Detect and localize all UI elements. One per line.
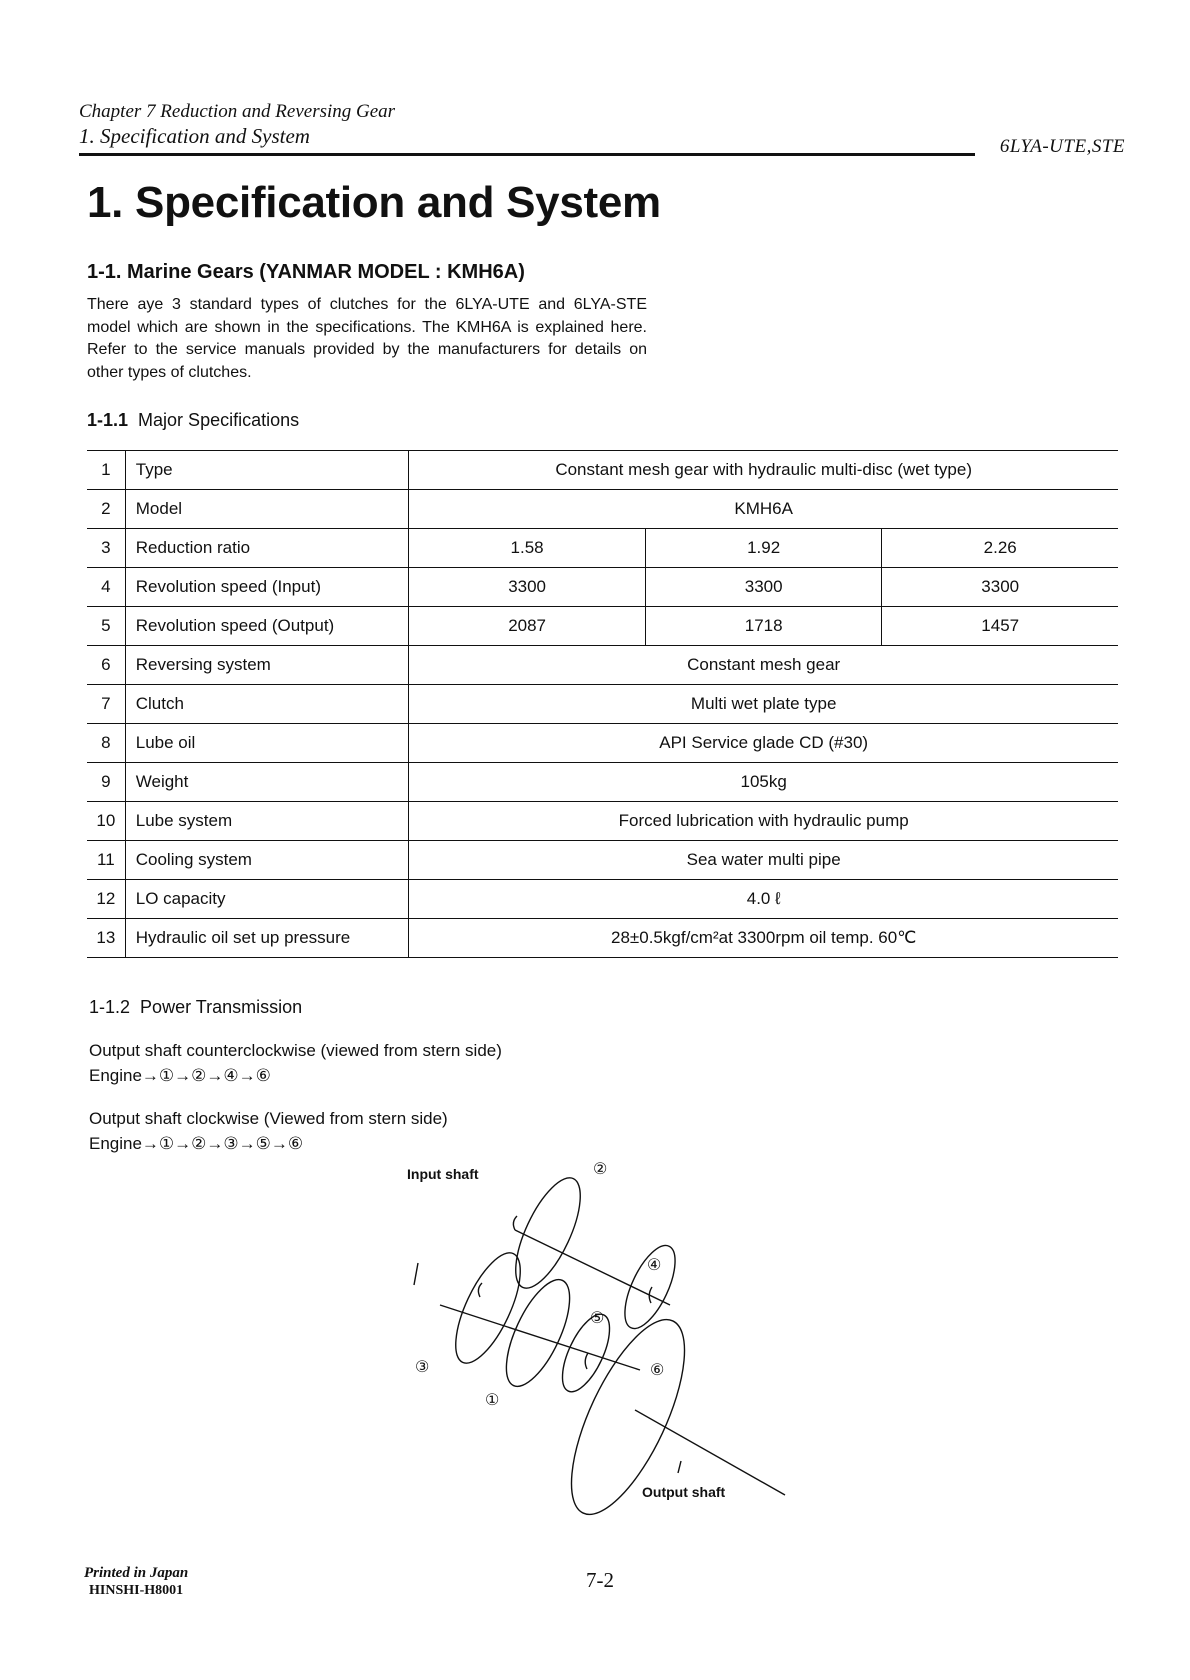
spec-row-number: 3 bbox=[87, 529, 125, 568]
page-title: 1. Specification and System bbox=[87, 178, 661, 227]
spec-row-value: Constant mesh gear with hydraulic multi-disc (wet type) bbox=[409, 451, 1118, 490]
spec-row bbox=[87, 724, 1118, 763]
spec-row-value: 1.92 bbox=[645, 529, 882, 568]
spec-row-number: 7 bbox=[87, 685, 125, 724]
header-rule bbox=[79, 153, 975, 156]
spec-row-value: 3300 bbox=[882, 568, 1118, 607]
spec-row-value: 2087 bbox=[409, 607, 646, 646]
spec-row-value: 3300 bbox=[645, 568, 882, 607]
input-pointer-icon bbox=[414, 1263, 418, 1285]
spec-row-item: Lube system bbox=[125, 802, 409, 841]
spec-row-value: 105kg bbox=[409, 763, 1118, 802]
output-shaft-line bbox=[635, 1410, 785, 1495]
spec-row-value: Forced lubrication with hydraulic pump bbox=[409, 802, 1118, 841]
power-transmission-heading bbox=[89, 997, 302, 1018]
spec-row-value: 1457 bbox=[882, 607, 1118, 646]
spec-row-item: Reduction ratio bbox=[125, 529, 409, 568]
gear-5-label: ⑤ bbox=[590, 1310, 605, 1327]
spec-row-value: KMH6A bbox=[409, 490, 1118, 529]
spec-row-value: API Service glade CD (#30) bbox=[409, 724, 1118, 763]
spec-row-value: Constant mesh gear bbox=[409, 646, 1118, 685]
spec-row-value: 1.58 bbox=[409, 529, 646, 568]
spec-row-item: Type bbox=[125, 451, 409, 490]
spec-row bbox=[87, 451, 1118, 490]
intro-paragraph: There aye 3 standard types of clutches for the 6LYA-UTE and 6LYA-STE model which are shown in the specifications. The KMH6A is explained here. Refer to the service manuals provided by the manufacturers for details on other types of clutches. bbox=[87, 296, 647, 381]
spec-row-number: 8 bbox=[87, 724, 125, 763]
spec-row-number: 9 bbox=[87, 763, 125, 802]
major-specs-heading bbox=[87, 410, 299, 431]
cw-transmission bbox=[89, 1106, 448, 1156]
gear-train-diagram bbox=[407, 1161, 820, 1515]
page-number: 7-2 bbox=[586, 1568, 614, 1592]
spec-row-value: 28±0.5kgf/cm²at 3300rpm oil temp. 60℃ bbox=[409, 919, 1118, 958]
gear-3-label: ③ bbox=[415, 1359, 430, 1376]
spec-row bbox=[87, 490, 1118, 529]
gear-6-label: ⑥ bbox=[650, 1362, 665, 1379]
spec-row bbox=[87, 802, 1118, 841]
power-transmission-title: Power Transmission bbox=[140, 997, 303, 1017]
spec-row-value: 1718 bbox=[645, 607, 882, 646]
gear-1 bbox=[494, 1271, 583, 1395]
spec-row bbox=[87, 919, 1118, 958]
spec-row-number: 2 bbox=[87, 490, 125, 529]
spec-row-item: LO capacity bbox=[125, 880, 409, 919]
spec-row bbox=[87, 685, 1118, 724]
cw-label: Output shaft clockwise (Viewed from stern side) bbox=[89, 1109, 448, 1128]
spec-row-value: 3300 bbox=[409, 568, 646, 607]
spec-row-value: 2.26 bbox=[882, 529, 1118, 568]
spec-table bbox=[87, 450, 1118, 958]
spec-row bbox=[87, 841, 1118, 880]
section-heading: 1. Specification and System bbox=[79, 124, 310, 148]
printed-in-label: Printed in Japan bbox=[84, 1565, 189, 1581]
spec-row bbox=[87, 763, 1118, 802]
output-shaft-label: Output shaft bbox=[642, 1484, 726, 1500]
spec-row-number: 1 bbox=[87, 451, 125, 490]
gear-3 bbox=[443, 1244, 534, 1371]
spec-row-number: 10 bbox=[87, 802, 125, 841]
engine-model-label: 6LYA-UTE,STE bbox=[999, 136, 1125, 157]
marine-gears-heading: 1-1. Marine Gears (YANMAR MODEL : KMH6A) bbox=[87, 261, 525, 283]
spec-row-value: Sea water multi pipe bbox=[409, 841, 1118, 880]
spec-row bbox=[87, 529, 1118, 568]
spec-row-item: Cooling system bbox=[125, 841, 409, 880]
ccw-transmission bbox=[89, 1038, 502, 1088]
spec-row-item: Weight bbox=[125, 763, 409, 802]
gear-1-label: ① bbox=[485, 1392, 500, 1409]
document-code: HINSHI-H8001 bbox=[89, 1583, 184, 1598]
spec-row-item: Clutch bbox=[125, 685, 409, 724]
spec-row-number: 6 bbox=[87, 646, 125, 685]
spec-row-item: Model bbox=[125, 490, 409, 529]
spec-row-item: Revolution speed (Input) bbox=[125, 568, 409, 607]
spec-row-number: 12 bbox=[87, 880, 125, 919]
spec-row-value: 4.0 ℓ bbox=[409, 880, 1118, 919]
spec-row bbox=[87, 646, 1118, 685]
chapter-heading: Chapter 7 Reduction and Reversing Gear bbox=[79, 101, 396, 122]
rotation-mark-icon bbox=[513, 1216, 517, 1230]
spec-row-number: 4 bbox=[87, 568, 125, 607]
spec-row-item: Hydraulic oil set up pressure bbox=[125, 919, 409, 958]
major-specs-number: 1-1.1 bbox=[87, 410, 129, 430]
spec-row bbox=[87, 568, 1118, 607]
spec-row-item: Lube oil bbox=[125, 724, 409, 763]
spec-row-item: Reversing system bbox=[125, 646, 409, 685]
gear-4 bbox=[615, 1239, 686, 1336]
spec-row bbox=[87, 607, 1118, 646]
input-shaft-line bbox=[440, 1305, 640, 1370]
power-transmission-number: 1-1.2 bbox=[89, 997, 131, 1017]
spec-row bbox=[87, 880, 1118, 919]
input-shaft-label: Input shaft bbox=[407, 1166, 479, 1182]
spec-row-number: 11 bbox=[87, 841, 125, 880]
rotation-mark-icon bbox=[478, 1283, 482, 1297]
output-pointer-icon bbox=[678, 1461, 681, 1473]
ccw-path: Engine→①→②→④→⑥ bbox=[89, 1066, 271, 1085]
gear-4-label: ④ bbox=[647, 1257, 662, 1274]
gear-2-label: ② bbox=[593, 1161, 608, 1178]
spec-row-item: Revolution speed (Output) bbox=[125, 607, 409, 646]
major-specs-title: Major Specifications bbox=[138, 410, 300, 430]
spec-row-number: 13 bbox=[87, 919, 125, 958]
spec-row-number: 5 bbox=[87, 607, 125, 646]
spec-row-value: Multi wet plate type bbox=[409, 685, 1118, 724]
rotation-mark-icon bbox=[585, 1353, 588, 1369]
cw-path: Engine→①→②→③→⑤→⑥ bbox=[89, 1134, 304, 1153]
gear-2 bbox=[503, 1169, 594, 1296]
ccw-label: Output shaft counterclockwise (viewed from stern side) bbox=[89, 1041, 502, 1060]
